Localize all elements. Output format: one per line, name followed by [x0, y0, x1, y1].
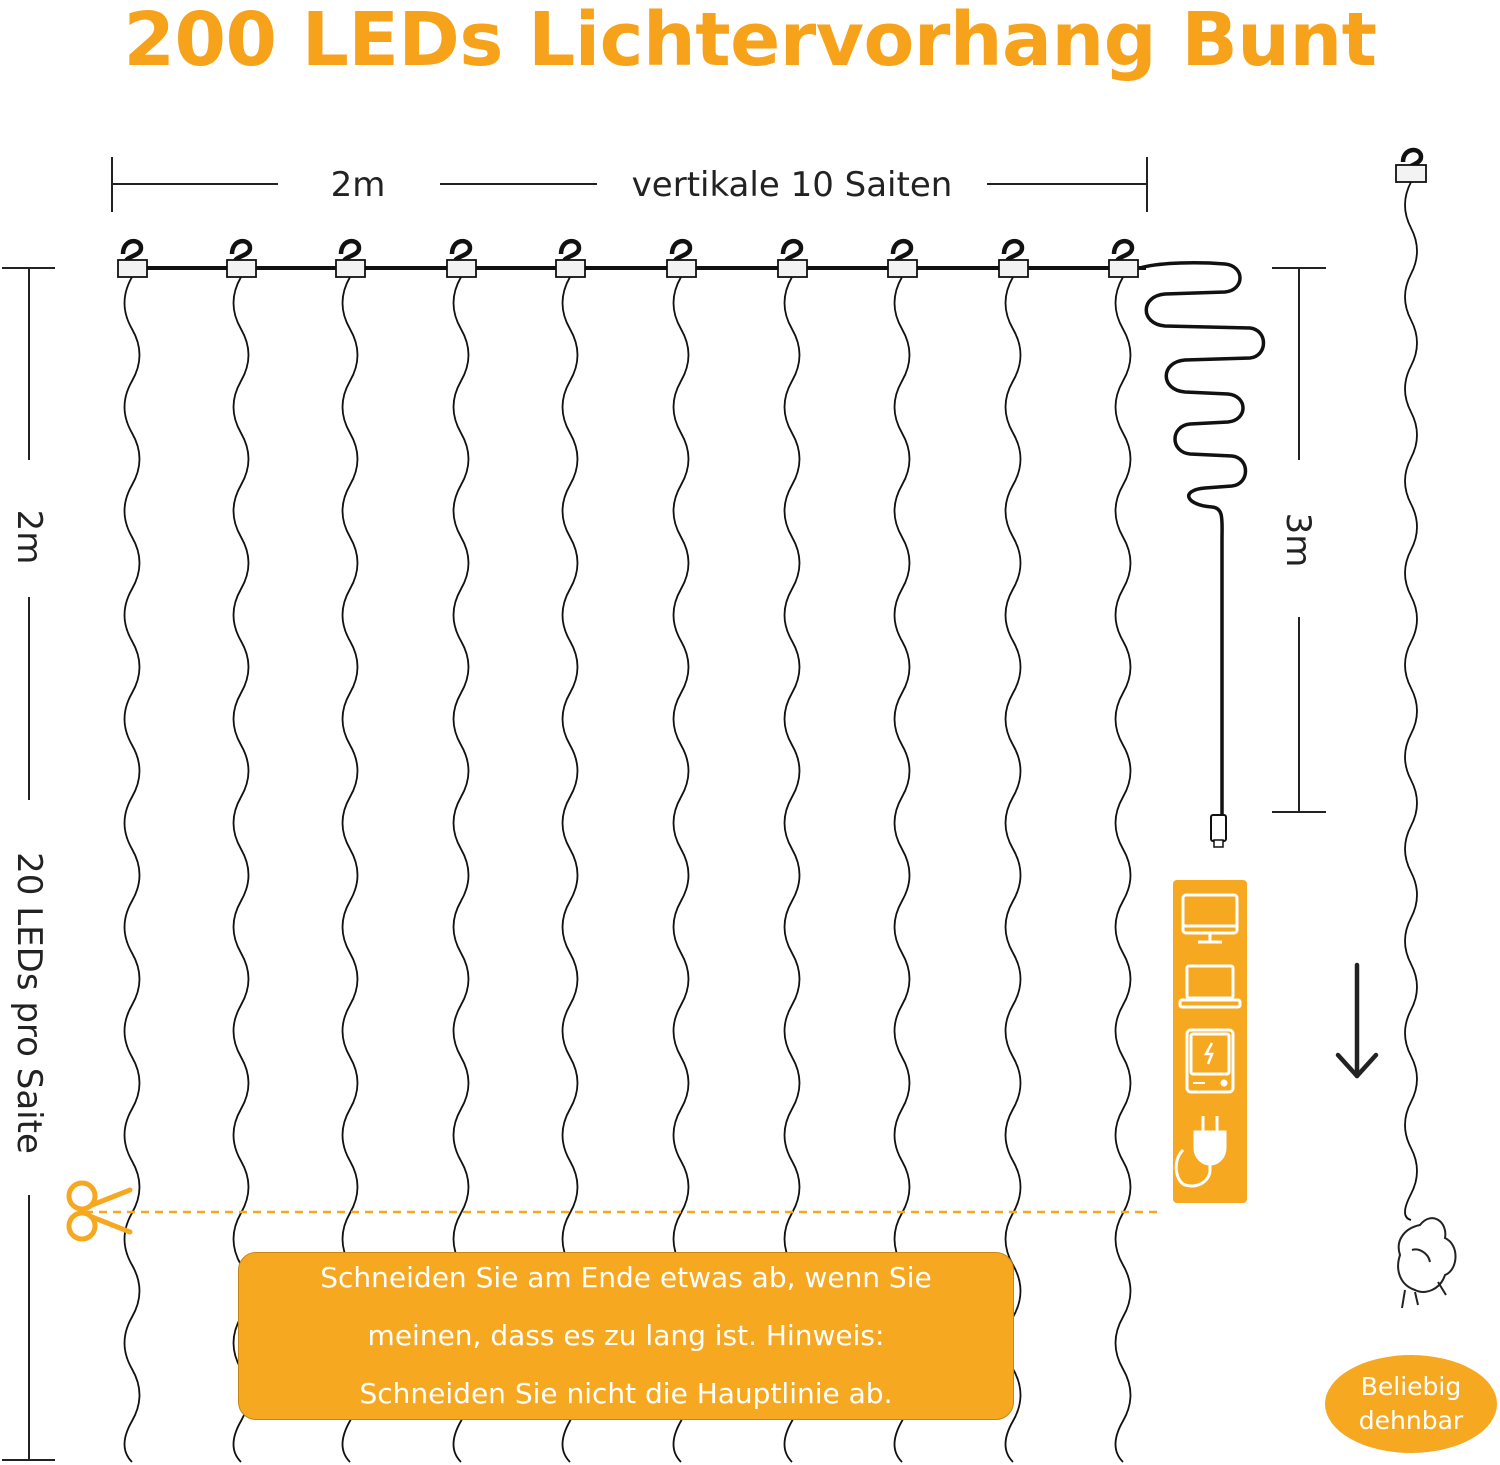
string-wire — [125, 277, 140, 1462]
power-source-panel — [1173, 880, 1247, 1203]
power-cable — [1140, 263, 1264, 815]
clip — [118, 260, 147, 277]
width-dimension — [112, 157, 1147, 212]
hook-icon — [893, 241, 911, 262]
clip — [888, 260, 917, 277]
hook-icon — [783, 241, 801, 262]
plug-icon — [1176, 1116, 1225, 1186]
badge-line-1: Beliebig — [1360, 1372, 1462, 1401]
cable-length-label: 3m — [1278, 512, 1318, 568]
clip — [667, 260, 696, 277]
page-title: 200 LEDs Lichtervorhang Bunt — [123, 0, 1377, 83]
clip — [447, 260, 476, 277]
height-label: 2m — [9, 509, 49, 565]
clip — [999, 260, 1028, 277]
light-string — [1109, 241, 1138, 1462]
hook-icon — [123, 241, 141, 262]
clip — [778, 260, 807, 277]
clip — [336, 260, 365, 277]
leds-per-string-label: 20 LEDs pro Saite — [9, 852, 49, 1154]
hand-icon — [1398, 1218, 1455, 1308]
hook-icon — [672, 241, 690, 262]
clip — [556, 260, 585, 277]
hook-icon — [1114, 241, 1132, 262]
hook-icon — [1004, 241, 1022, 262]
cutting-note — [238, 1252, 1014, 1420]
hook-icon — [452, 241, 470, 262]
stretched-string — [1396, 150, 1426, 1220]
hook-icon — [341, 241, 359, 262]
width-label: 2m — [330, 165, 386, 205]
stretchable-badge — [1325, 1355, 1497, 1453]
monitor-icon — [1183, 895, 1237, 942]
note-line-2: meinen, dass es zu lang ist. Hinweis: — [367, 1319, 885, 1352]
laptop-icon — [1180, 966, 1240, 1007]
hook-icon — [232, 241, 250, 262]
usb-plug-icon — [1211, 815, 1226, 847]
badge-line-2: dehnbar — [1358, 1406, 1464, 1435]
power-bank-icon — [1187, 1030, 1233, 1092]
strings-label: vertikale 10 Saiten — [631, 165, 953, 205]
down-arrow-icon — [1338, 965, 1376, 1076]
note-line-1: Schneiden Sie am Ende etwas ab, wenn Sie — [320, 1261, 932, 1294]
clip — [1109, 260, 1138, 277]
note-line-3: Schneiden Sie nicht die Hauptlinie ab. — [359, 1377, 893, 1410]
hook-icon — [561, 241, 579, 262]
light-string — [118, 241, 147, 1462]
clip — [227, 260, 256, 277]
string-wire — [1116, 277, 1131, 1462]
